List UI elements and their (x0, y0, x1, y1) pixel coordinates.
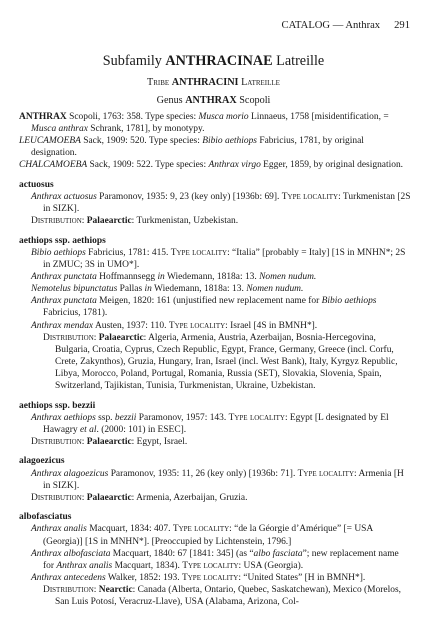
citation-line: Anthrax mendax Austen, 1937: 110. Type locality: Israel [4S in BMNH*]. (31, 320, 318, 331)
genus-synonym-entry: CHALCAMOEBA Sack, 1909: 522. Type species: Anthrax virgo Egger, 1859, by original designation. (19, 160, 404, 171)
citation-line: Anthrax actuosus Paramonov, 1935: 9, 23 (key only) [1936b: 69]. Type locality: Turkmenistan [2S in SIZK]. (31, 192, 411, 215)
species-heading-alagoezicus: alagoezicus (19, 456, 65, 467)
distribution-line: Distribution: Nearctic: Canada (Alberta, Ontario, Quebec, Saskatchewan), Mexico (Morelos, San Luis Potosí, Veracruz-Llave), USA (Alabama, Arizona, Col- (43, 584, 401, 607)
distribution-line: Distribution: Palaearctic: Armenia, Azerbaijan, Gruzia. (31, 492, 248, 503)
species-heading-albofasciatus: albofasciatus (19, 512, 72, 523)
citation-line: Anthrax aethiops ssp. bezzii Paramonov, 1957: 143. Type locality: Egypt [L designated by El Hawagry et al. (2000: 101) in ESEC]. (31, 412, 389, 435)
citation-line: Anthrax antecedens Walker, 1852: 193. Type locality: “United States” [H in BMNH*]. (31, 572, 366, 583)
citation-line: Bibio aethiops Fabricius, 1781: 415. Type locality: “Italia” [probably = Italy] [1S in MNHN*; 2S in ZMUC; 3S in UMO*]. (31, 247, 406, 271)
genus-synonym-entry: ANTHRAX Scopoli, 1763: 358. Type species: Musca morio Linnaeus, 1758 [misidentification, = Musca anthrax Schrank, 1781], by monotypy. (19, 112, 389, 135)
distribution-line: Distribution: Palaearctic: Egypt, Israel. (31, 436, 188, 447)
citation-line: Anthrax alagoezicus Paramonov, 1935: 11, 26 (key only) [1936b: 71]. Type locality: Armenia [H in SIZK]. (31, 468, 404, 491)
citation-line: Anthrax analis Macquart, 1834: 407. Type locality: “de la Géorgie d’Amérique” [= USA (Georgia)] [1S in MNHN*]. [Preoccupied by Lichtenstein, 1796.] (31, 524, 373, 547)
citation-line: Nemotelus bipunctatus Pallas in Wiedemann, 1818a: 13. Nomen nudum. (31, 284, 304, 295)
running-title: CATALOG — Anthrax (281, 20, 381, 31)
citation-line: Anthrax albofasciata Macquart, 1840: 67 [1841: 345] (as “albo fasciata”; new replacement name for Anthrax analis Macquart, 1834). Type locality: USA (Georgia). (31, 548, 399, 571)
citation-line: Anthrax punctata Hoffmannsegg in Wiedemann, 1818a: 13. Nomen nudum. (31, 272, 317, 283)
genus-heading: Genus ANTHRAX Scopoli (156, 95, 271, 106)
subfamily-heading: Subfamily ANTHRACINAE Latreille (102, 53, 325, 69)
citation-line: Anthrax punctata Meigen, 1820: 161 (unjustified new replacement name for Bibio aethiops Fabricius, 1781). (31, 296, 377, 319)
running-header (282, 20, 411, 31)
species-heading-aethiops: aethiops ssp. aethiops (19, 235, 106, 246)
catalog-body (19, 111, 412, 608)
distribution-line: Distribution: Palaearctic: Algeria, Armenia, Austria, Azerbaijan, Bosnia-Hercegovina, Bulgaria, Croatia, Cyprus, Czech Republic, Egypt, France, Germany, Greece (incl. Corfu, Crete, Zakynthos), Gruzia, Hungary, Iran, Israel (incl. West Bank), Italy, Kyrgyz Republic, Libya, Morocco, Poland, Portugal, Romania, Russia (SET), Slovakia, Slovenia, Spain, Switzerland, Tajikistan, Tunisia, Turkmenistan, Ukraine, Uzbekistan. (43, 332, 398, 391)
genus-synonym-entry: LEUCAMOEBA Sack, 1909: 520. Type species: Bibio aethiops Fabricius, 1781, by original designation. (19, 136, 364, 159)
tribe-heading: Tribe ANTHRACINI Latreille (147, 77, 280, 88)
page-number: 291 (394, 20, 410, 31)
distribution-line: Distribution: Palaearctic: Turkmenistan, Uzbekistan. (31, 216, 239, 227)
species-heading-bezzii: aethiops ssp. bezzii (19, 400, 96, 411)
species-heading-actuosus: actuosus (19, 179, 54, 190)
